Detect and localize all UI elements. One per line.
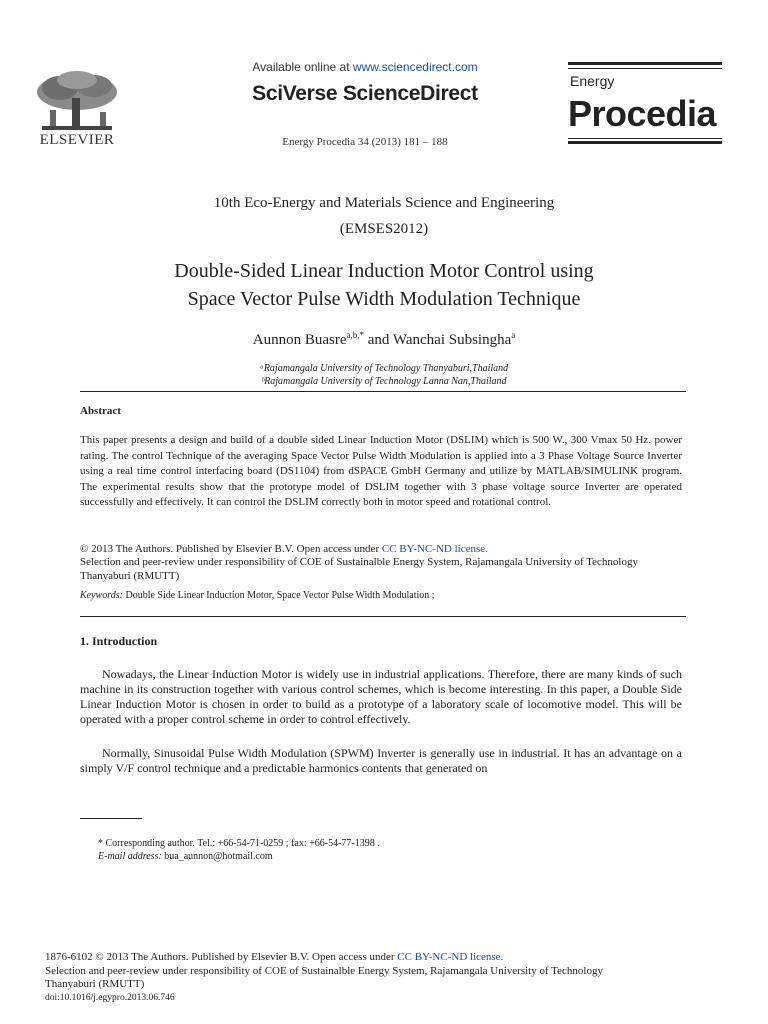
keywords-list: Double Side Linear Induction Motor, Space Vector Pulse Width Modulation ; xyxy=(122,590,435,601)
authors xyxy=(40,330,728,349)
conference-acronym: (EMSES2012) xyxy=(339,221,429,237)
copyright-line xyxy=(80,542,686,556)
affiliation-a: ᵃRajamangala University of Technology Thanyaburi,Thailand xyxy=(259,363,509,374)
keywords-label: Keywords: xyxy=(80,590,123,601)
available-prefix: Available online at xyxy=(252,60,353,74)
available-online xyxy=(200,60,530,74)
conference-name: 10th Eco-Energy and Materials Science and Engineering xyxy=(213,195,555,211)
divider-top xyxy=(80,391,686,392)
abstract-heading: Abstract xyxy=(80,405,121,417)
intro-paragraph-1: Nowadays, the Linear Induction Motor is widely use in industrial applications. Therefore, there are many kinds of such machine in its construction together with various control schemes, which is become interesting. In this paper, a Double Side Linear Induction Motor is chosen in order to build as a prototype of a laboratory scale of locomotive model. This will be operated with a proper control scheme in order to control effectively. xyxy=(80,667,682,726)
peer-review-note: Selection and peer-review under responsibility of COE of Sustainalble Energy System, Rajamangala University of Technology Thanyaburi (RMUTT) xyxy=(80,556,638,582)
platform-name: SciVerse ScienceDirect xyxy=(252,82,478,105)
section-heading-introduction: 1. Introduction xyxy=(80,634,158,648)
journal-rule-bottom xyxy=(568,141,722,144)
author-1-affiliation: a,b,* xyxy=(346,330,364,340)
divider-bottom xyxy=(80,616,686,617)
abstract-body: This paper presents a design and build of a double sided Linear Induction Motor (DSLIM) which is 500 W., 300 Vmax 50 Hz. power rating. The control Technique of the averaging Space Vector Pulse Width Modulation is applied into a 3 Phase Voltage Source Inverter using a real time control interfacing board (DS1104) from dSPACE GmbH Germany and utilize by MATLAB/SIMULINK program. The experimental results show that the prototype model of DSLIM together with 3 phase voltage source Inverter are operated successfully and effectively. It can control the DSLIM correctly both in motor speed and rotational control. xyxy=(80,434,682,508)
copyright-text: © 2013 The Authors. Published by Elsevier B.V. Open access under xyxy=(80,543,382,555)
footer-copyright xyxy=(45,951,735,963)
journal-name-small: Energy xyxy=(570,73,615,89)
journal-rule-top xyxy=(568,62,722,65)
publisher-name: ELSEVIER xyxy=(39,132,115,148)
keywords xyxy=(80,589,686,603)
sciencedirect-link[interactable]: www.sciencedirect.com xyxy=(352,60,478,74)
journal-citation: Energy Procedia 34 (2013) 181 – 188 xyxy=(282,136,448,148)
author-2: and Wanchai Subsingha xyxy=(364,332,512,348)
journal-rule-top-thin xyxy=(568,68,722,69)
affiliation-b: ᵇRajamangala University of Technology Lanna Nan,Thailand xyxy=(261,376,507,387)
intro-paragraph-2: Normally, Sinusoidal Pulse Width Modulation (SPWM) Inverter is generally use in industrial. It has an advantage on a simply V/F control technique and a predictable harmonics contents that generated on xyxy=(80,746,682,775)
paper-title-line2: Space Vector Pulse Width Modulation Technique xyxy=(187,288,581,310)
doi[interactable]: doi:10.1016/j.egypro.2013.06.746 xyxy=(45,993,175,1003)
email-address[interactable]: bua_aunnon@hotmail.com xyxy=(161,851,273,862)
journal-rule-bottom-thin xyxy=(568,138,722,139)
email-label: E-mail address: xyxy=(98,851,162,862)
paper-title-line1: Double-Sided Linear Induction Motor Control using xyxy=(174,260,594,282)
footnote-rule xyxy=(80,818,142,819)
email-line xyxy=(98,851,273,862)
license-link[interactable]: CC BY-NC-ND license. xyxy=(381,543,488,555)
author-2-affiliation: a xyxy=(511,330,516,340)
footer-copyright-text: 1876-6102 © 2013 The Authors. Published by Elsevier B.V. Open access under xyxy=(45,951,398,963)
footer-selection-line2: Thanyaburi (RMUTT) xyxy=(45,978,145,990)
author-1: Aunnon Buasre xyxy=(252,332,347,348)
footer-selection-line1: Selection and peer-review under responsibility of COE of Sustainalble Energy System, Rajamangala University of Technology xyxy=(45,965,603,977)
footer-license-link[interactable]: CC BY-NC-ND license. xyxy=(397,951,504,963)
journal-name-big: Procedia xyxy=(568,93,717,134)
corresponding-author: * Corresponding author. Tel.: +66-54-71-0259 ; fax: +66-54-77-1398 . xyxy=(98,838,380,849)
